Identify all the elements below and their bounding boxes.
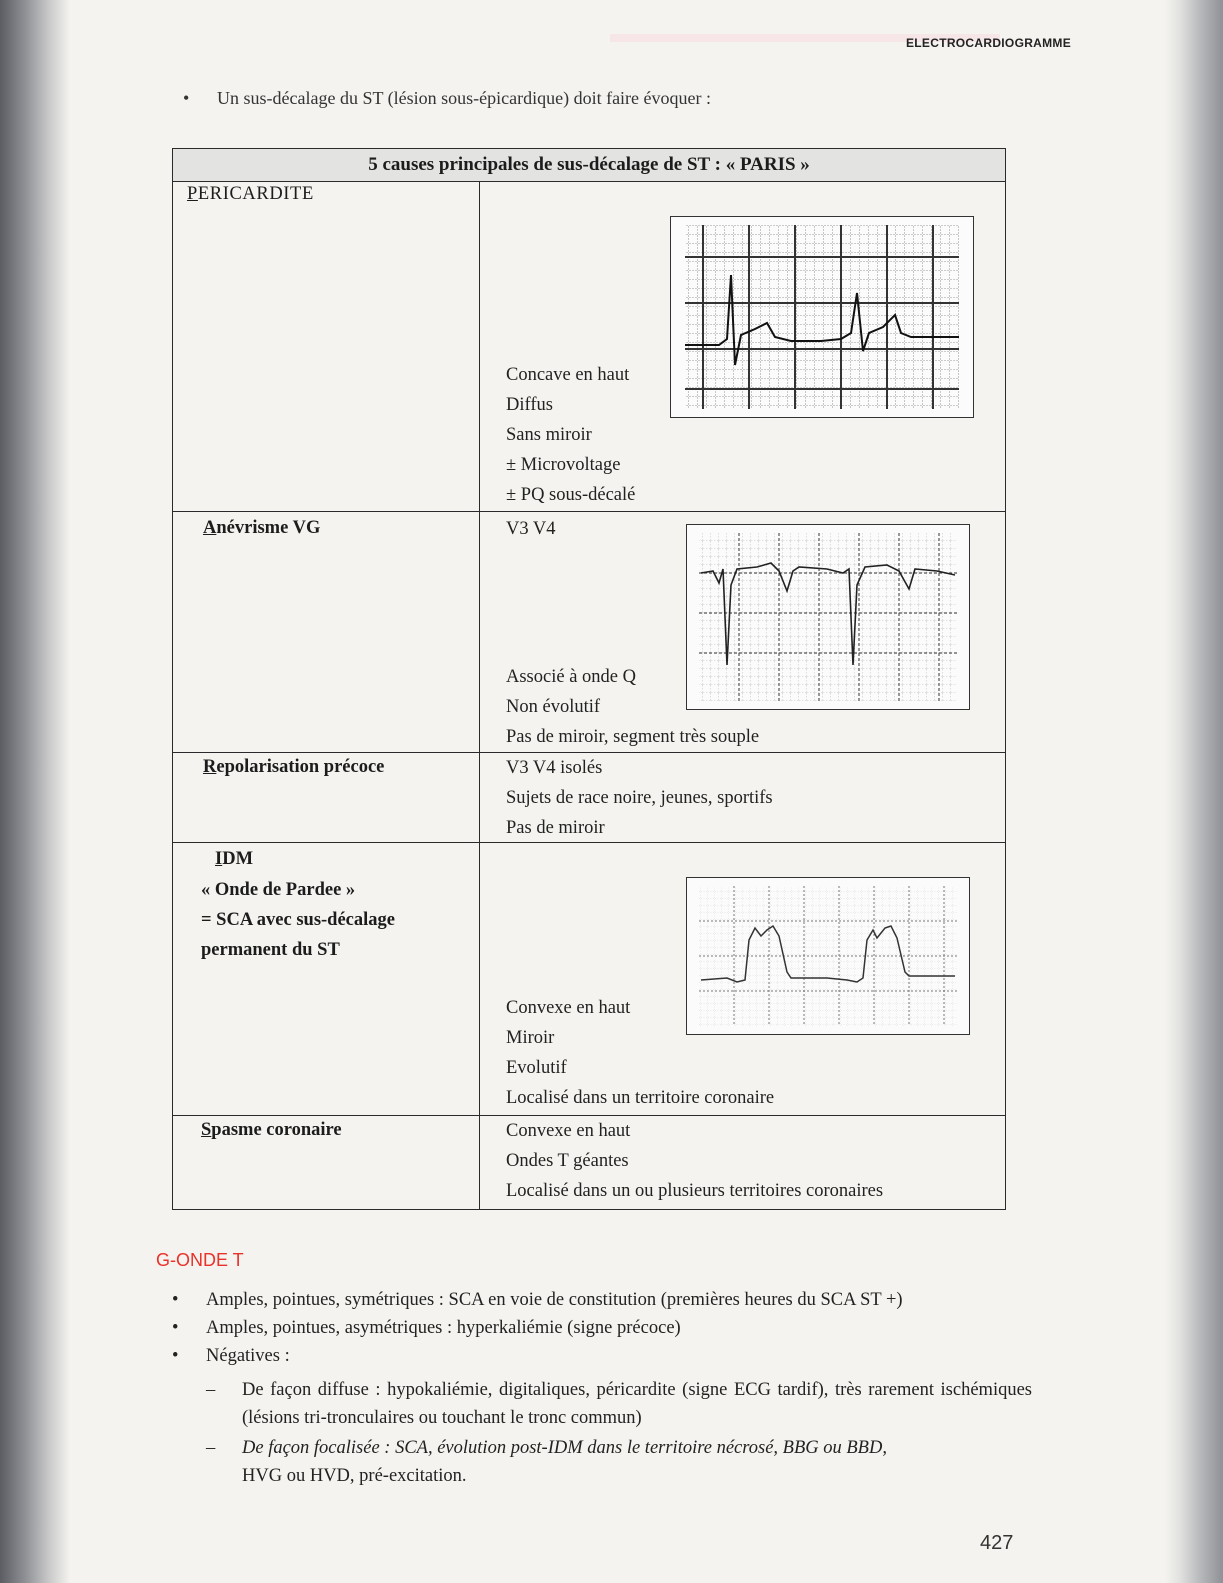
row-desc-cell bbox=[480, 182, 1006, 512]
ecg-pericarditis-svg bbox=[671, 217, 973, 417]
section-title: G-ONDE T bbox=[156, 1250, 244, 1270]
list-item-text: Négatives : bbox=[206, 1346, 290, 1366]
intro-text: Un sus-décalage du ST (lésion sous-épicardique) doit faire évoquer : bbox=[217, 88, 712, 108]
row-desc-lines bbox=[506, 662, 759, 752]
table-row-repolarisation bbox=[173, 753, 1006, 843]
desc-line: ± PQ sous-décalé bbox=[506, 485, 636, 505]
desc-line: Miroir bbox=[506, 1028, 555, 1048]
label-rest: pasme coronaire bbox=[211, 1120, 342, 1140]
ecg-tracing-pericarditis bbox=[670, 216, 974, 418]
desc-line: Convexe en haut bbox=[506, 998, 631, 1018]
desc-line: Pas de miroir bbox=[506, 818, 605, 838]
label-initial: A bbox=[203, 518, 217, 538]
desc-line: Convexe en haut bbox=[506, 1121, 631, 1141]
desc-line: Sans miroir bbox=[506, 425, 592, 445]
desc-line: Concave en haut bbox=[506, 365, 630, 385]
label-rest: névrisme VG bbox=[216, 518, 321, 538]
page-edge-left-shadow bbox=[0, 0, 70, 1583]
label-rest: epolarisation précoce bbox=[216, 757, 385, 777]
desc-line: Diffus bbox=[506, 395, 553, 415]
label-extra-line: permanent du ST bbox=[201, 940, 340, 960]
row-label-cell bbox=[173, 512, 480, 753]
desc-line: Evolutif bbox=[506, 1058, 567, 1078]
label-initial: I bbox=[215, 849, 223, 869]
label-extra-line: = SCA avec sus-décalage bbox=[201, 910, 395, 930]
row-desc-lines bbox=[506, 514, 556, 544]
table-row-idm bbox=[173, 843, 1006, 1116]
desc-line: V3 V4 bbox=[506, 519, 556, 539]
label-extra-line: « Onde de Pardee » bbox=[201, 880, 356, 900]
bullet: • bbox=[172, 1318, 179, 1338]
desc-line: Non évolutif bbox=[506, 697, 601, 717]
dash: – bbox=[206, 1380, 216, 1400]
table-row-pericardite bbox=[173, 182, 1006, 512]
row-desc-lines bbox=[506, 360, 635, 510]
desc-line: Localisé dans un territoire coronaire bbox=[506, 1088, 775, 1108]
desc-line: V3 V4 isolés bbox=[506, 758, 603, 778]
list-item-text: Amples, pointues, asymétriques : hyperkaliémie (signe précoce) bbox=[206, 1318, 681, 1338]
label-initial: P bbox=[187, 184, 198, 204]
row-desc-cell bbox=[480, 753, 1006, 843]
table-row-spasme bbox=[173, 1116, 1006, 1210]
row-desc-lines bbox=[506, 1116, 883, 1206]
desc-line: Localisé dans un ou plusieurs territoires coronaires bbox=[506, 1181, 884, 1201]
desc-line: Sujets de race noire, jeunes, sportifs bbox=[506, 788, 773, 808]
row-label bbox=[203, 514, 320, 542]
desc-line: Associé à onde Q bbox=[506, 667, 636, 687]
page-edge-right-shadow bbox=[1165, 0, 1223, 1583]
table-row-anevrisme bbox=[173, 512, 1006, 753]
label-initial: S bbox=[201, 1120, 212, 1140]
row-label-cell bbox=[173, 843, 480, 1116]
label-initial: R bbox=[203, 757, 217, 777]
sub-item-text-group bbox=[242, 1434, 1032, 1490]
row-desc-lines bbox=[506, 753, 773, 843]
desc-line: Ondes T géantes bbox=[506, 1151, 629, 1171]
row-label-cell bbox=[173, 182, 480, 512]
label-rest: DM bbox=[222, 849, 254, 869]
bullet: • bbox=[172, 1290, 179, 1310]
desc-line: ± Microvoltage bbox=[506, 455, 621, 475]
row-label-extra bbox=[201, 875, 395, 965]
row-label bbox=[203, 753, 384, 781]
row-label-cell bbox=[173, 1116, 480, 1210]
sub-item-text-rest: HVG ou HVD, pré-excitation. bbox=[242, 1466, 467, 1486]
row-desc-cell bbox=[480, 843, 1006, 1116]
page-number: 427 bbox=[980, 1532, 1014, 1554]
row-desc-cell bbox=[480, 1116, 1006, 1210]
table-title: 5 causes principales de sus-décalage de ST : « PARIS » bbox=[173, 149, 1006, 182]
dash: – bbox=[206, 1438, 216, 1458]
list-item-text: Amples, pointues, symétriques : SCA en voie de constitution (premières heures du SCA ST +) bbox=[206, 1290, 903, 1310]
paris-table bbox=[172, 148, 1006, 1210]
row-label bbox=[215, 845, 253, 873]
label-rest: ERICARDITE bbox=[197, 184, 314, 204]
desc-line: Pas de miroir, segment très souple bbox=[506, 727, 760, 747]
row-label bbox=[201, 1116, 342, 1144]
sub-item-text-italic: De façon focalisée : SCA, évolution post-IDM dans le territoire nécrosé, BBG ou BBD, bbox=[242, 1438, 887, 1458]
row-desc-lines bbox=[506, 993, 774, 1113]
row-desc-cell bbox=[480, 512, 1006, 753]
bullet: • bbox=[172, 1346, 179, 1366]
running-title: ELECTROCARDIOGRAMME bbox=[906, 36, 1072, 50]
bullet: • bbox=[183, 88, 190, 108]
row-label bbox=[187, 180, 314, 208]
row-label-cell bbox=[173, 753, 480, 843]
sub-item-text: De façon diffuse : hypokaliémie, digitaliques, péricardite (signe ECG tardif), très rarement ischémiques (lésions tri-tronculaires ou touchant le tronc commun) bbox=[242, 1380, 1032, 1428]
